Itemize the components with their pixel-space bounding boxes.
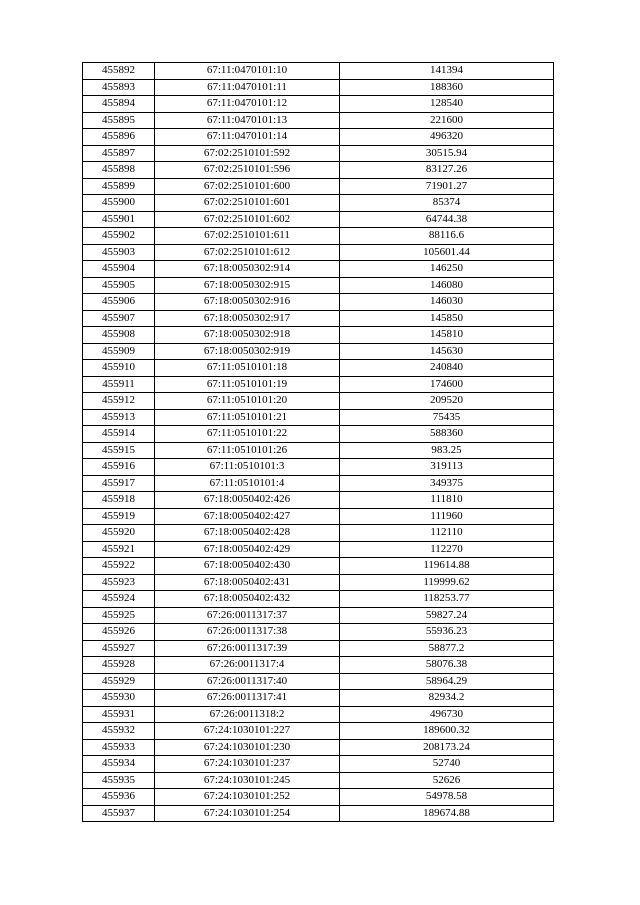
value-cell: 52626 bbox=[340, 772, 554, 789]
cadastral-number-cell: 67:24:1030101:252 bbox=[155, 789, 340, 806]
row-number-cell: 455926 bbox=[83, 624, 155, 641]
value-cell: 88116.6 bbox=[340, 228, 554, 245]
table-row bbox=[83, 79, 554, 96]
row-number-cell: 455905 bbox=[83, 277, 155, 294]
cadastral-number-cell: 67:11:0470101:12 bbox=[155, 96, 340, 113]
table-row bbox=[83, 789, 554, 806]
cadastral-number-cell: 67:02:2510101:601 bbox=[155, 195, 340, 212]
row-number-cell: 455933 bbox=[83, 739, 155, 756]
row-number-cell: 455927 bbox=[83, 640, 155, 657]
data-table bbox=[82, 62, 554, 822]
table-row bbox=[83, 96, 554, 113]
value-cell: 208173.24 bbox=[340, 739, 554, 756]
table-row bbox=[83, 541, 554, 558]
row-number-cell: 455922 bbox=[83, 558, 155, 575]
cadastral-number-cell: 67:02:2510101:592 bbox=[155, 145, 340, 162]
cadastral-number-cell: 67:11:0470101:11 bbox=[155, 79, 340, 96]
value-cell: 188360 bbox=[340, 79, 554, 96]
table-row bbox=[83, 261, 554, 278]
table-row bbox=[83, 657, 554, 674]
table-row bbox=[83, 624, 554, 641]
cadastral-number-cell: 67:18:0050302:917 bbox=[155, 310, 340, 327]
table-row bbox=[83, 492, 554, 509]
cadastral-number-cell: 67:18:0050402:427 bbox=[155, 508, 340, 525]
value-cell: 189674.88 bbox=[340, 805, 554, 822]
value-cell: 105601.44 bbox=[340, 244, 554, 261]
table-row bbox=[83, 327, 554, 344]
value-cell: 75435 bbox=[340, 409, 554, 426]
value-cell: 146250 bbox=[340, 261, 554, 278]
row-number-cell: 455921 bbox=[83, 541, 155, 558]
row-number-cell: 455936 bbox=[83, 789, 155, 806]
table-row bbox=[83, 459, 554, 476]
table-row bbox=[83, 772, 554, 789]
table-row bbox=[83, 162, 554, 179]
value-cell: 221600 bbox=[340, 112, 554, 129]
value-cell: 145630 bbox=[340, 343, 554, 360]
cadastral-number-cell: 67:18:0050302:918 bbox=[155, 327, 340, 344]
cadastral-number-cell: 67:24:1030101:237 bbox=[155, 756, 340, 773]
row-number-cell: 455900 bbox=[83, 195, 155, 212]
row-number-cell: 455911 bbox=[83, 376, 155, 393]
value-cell: 52740 bbox=[340, 756, 554, 773]
value-cell: 59827.24 bbox=[340, 607, 554, 624]
cadastral-number-cell: 67:02:2510101:602 bbox=[155, 211, 340, 228]
value-cell: 112110 bbox=[340, 525, 554, 542]
value-cell: 496730 bbox=[340, 706, 554, 723]
table-row bbox=[83, 607, 554, 624]
cadastral-number-cell: 67:26:0011317:38 bbox=[155, 624, 340, 641]
row-number-cell: 455909 bbox=[83, 343, 155, 360]
cadastral-number-cell: 67:24:1030101:230 bbox=[155, 739, 340, 756]
cadastral-number-cell: 67:02:2510101:600 bbox=[155, 178, 340, 195]
cadastral-number-cell: 67:18:0050302:914 bbox=[155, 261, 340, 278]
value-cell: 240840 bbox=[340, 360, 554, 377]
row-number-cell: 455918 bbox=[83, 492, 155, 509]
table-row bbox=[83, 805, 554, 822]
row-number-cell: 455907 bbox=[83, 310, 155, 327]
table-row bbox=[83, 574, 554, 591]
cadastral-number-cell: 67:18:0050302:915 bbox=[155, 277, 340, 294]
row-number-cell: 455902 bbox=[83, 228, 155, 245]
row-number-cell: 455914 bbox=[83, 426, 155, 443]
cadastral-number-cell: 67:11:0470101:13 bbox=[155, 112, 340, 129]
cadastral-number-cell: 67:26:0011318:2 bbox=[155, 706, 340, 723]
row-number-cell: 455937 bbox=[83, 805, 155, 822]
cadastral-number-cell: 67:24:1030101:227 bbox=[155, 723, 340, 740]
row-number-cell: 455903 bbox=[83, 244, 155, 261]
table-row bbox=[83, 558, 554, 575]
value-cell: 111960 bbox=[340, 508, 554, 525]
row-number-cell: 455923 bbox=[83, 574, 155, 591]
table-row bbox=[83, 475, 554, 492]
value-cell: 189600.32 bbox=[340, 723, 554, 740]
cadastral-number-cell: 67:26:0011317:39 bbox=[155, 640, 340, 657]
table-row bbox=[83, 277, 554, 294]
cadastral-number-cell: 67:18:0050402:430 bbox=[155, 558, 340, 575]
cadastral-number-cell: 67:11:0510101:18 bbox=[155, 360, 340, 377]
table-row bbox=[83, 310, 554, 327]
cadastral-number-cell: 67:11:0470101:10 bbox=[155, 63, 340, 80]
table-row bbox=[83, 756, 554, 773]
value-cell: 349375 bbox=[340, 475, 554, 492]
row-number-cell: 455906 bbox=[83, 294, 155, 311]
row-number-cell: 455894 bbox=[83, 96, 155, 113]
cadastral-number-cell: 67:11:0510101:20 bbox=[155, 393, 340, 410]
table-body bbox=[83, 63, 554, 822]
cadastral-number-cell: 67:11:0510101:3 bbox=[155, 459, 340, 476]
cadastral-number-cell: 67:18:0050402:428 bbox=[155, 525, 340, 542]
row-number-cell: 455920 bbox=[83, 525, 155, 542]
cadastral-number-cell: 67:02:2510101:612 bbox=[155, 244, 340, 261]
row-number-cell: 455930 bbox=[83, 690, 155, 707]
row-number-cell: 455915 bbox=[83, 442, 155, 459]
value-cell: 145810 bbox=[340, 327, 554, 344]
row-number-cell: 455929 bbox=[83, 673, 155, 690]
row-number-cell: 455925 bbox=[83, 607, 155, 624]
row-number-cell: 455901 bbox=[83, 211, 155, 228]
value-cell: 119614.88 bbox=[340, 558, 554, 575]
value-cell: 146030 bbox=[340, 294, 554, 311]
table-row bbox=[83, 178, 554, 195]
row-number-cell: 455924 bbox=[83, 591, 155, 608]
table-row bbox=[83, 508, 554, 525]
row-number-cell: 455916 bbox=[83, 459, 155, 476]
cadastral-number-cell: 67:24:1030101:254 bbox=[155, 805, 340, 822]
table-row bbox=[83, 723, 554, 740]
table-row bbox=[83, 426, 554, 443]
row-number-cell: 455928 bbox=[83, 657, 155, 674]
cadastral-number-cell: 67:11:0510101:21 bbox=[155, 409, 340, 426]
table-row bbox=[83, 739, 554, 756]
cadastral-number-cell: 67:11:0510101:26 bbox=[155, 442, 340, 459]
value-cell: 55936.23 bbox=[340, 624, 554, 641]
row-number-cell: 455932 bbox=[83, 723, 155, 740]
value-cell: 146080 bbox=[340, 277, 554, 294]
row-number-cell: 455908 bbox=[83, 327, 155, 344]
table-row bbox=[83, 112, 554, 129]
table-row bbox=[83, 228, 554, 245]
value-cell: 83127.26 bbox=[340, 162, 554, 179]
row-number-cell: 455904 bbox=[83, 261, 155, 278]
table-row bbox=[83, 640, 554, 657]
cadastral-number-cell: 67:11:0510101:4 bbox=[155, 475, 340, 492]
row-number-cell: 455917 bbox=[83, 475, 155, 492]
value-cell: 112270 bbox=[340, 541, 554, 558]
cadastral-number-cell: 67:18:0050302:916 bbox=[155, 294, 340, 311]
value-cell: 119999.62 bbox=[340, 574, 554, 591]
cadastral-number-cell: 67:26:0011317:40 bbox=[155, 673, 340, 690]
value-cell: 85374 bbox=[340, 195, 554, 212]
value-cell: 118253.77 bbox=[340, 591, 554, 608]
value-cell: 128540 bbox=[340, 96, 554, 113]
cadastral-number-cell: 67:26:0011317:37 bbox=[155, 607, 340, 624]
table-row bbox=[83, 690, 554, 707]
row-number-cell: 455931 bbox=[83, 706, 155, 723]
table-row bbox=[83, 244, 554, 261]
cadastral-number-cell: 67:18:0050302:919 bbox=[155, 343, 340, 360]
value-cell: 82934.2 bbox=[340, 690, 554, 707]
cadastral-number-cell: 67:18:0050402:429 bbox=[155, 541, 340, 558]
table-row bbox=[83, 393, 554, 410]
value-cell: 54978.58 bbox=[340, 789, 554, 806]
cadastral-number-cell: 67:11:0510101:22 bbox=[155, 426, 340, 443]
cadastral-number-cell: 67:11:0470101:14 bbox=[155, 129, 340, 146]
value-cell: 30515.94 bbox=[340, 145, 554, 162]
value-cell: 209520 bbox=[340, 393, 554, 410]
table-row bbox=[83, 129, 554, 146]
table-row bbox=[83, 211, 554, 228]
row-number-cell: 455899 bbox=[83, 178, 155, 195]
table-row bbox=[83, 343, 554, 360]
table-row bbox=[83, 195, 554, 212]
value-cell: 174600 bbox=[340, 376, 554, 393]
table-row bbox=[83, 706, 554, 723]
cadastral-number-cell: 67:18:0050402:432 bbox=[155, 591, 340, 608]
value-cell: 319113 bbox=[340, 459, 554, 476]
value-cell: 58964.29 bbox=[340, 673, 554, 690]
value-cell: 71901.27 bbox=[340, 178, 554, 195]
cadastral-number-cell: 67:02:2510101:596 bbox=[155, 162, 340, 179]
cadastral-number-cell: 67:11:0510101:19 bbox=[155, 376, 340, 393]
table-row bbox=[83, 673, 554, 690]
table-row bbox=[83, 376, 554, 393]
table-row bbox=[83, 63, 554, 80]
row-number-cell: 455893 bbox=[83, 79, 155, 96]
row-number-cell: 455895 bbox=[83, 112, 155, 129]
table-row bbox=[83, 145, 554, 162]
table-row bbox=[83, 442, 554, 459]
value-cell: 983.25 bbox=[340, 442, 554, 459]
row-number-cell: 455934 bbox=[83, 756, 155, 773]
row-number-cell: 455912 bbox=[83, 393, 155, 410]
row-number-cell: 455896 bbox=[83, 129, 155, 146]
row-number-cell: 455898 bbox=[83, 162, 155, 179]
table-row bbox=[83, 591, 554, 608]
cadastral-number-cell: 67:18:0050402:426 bbox=[155, 492, 340, 509]
row-number-cell: 455919 bbox=[83, 508, 155, 525]
row-number-cell: 455897 bbox=[83, 145, 155, 162]
table-row bbox=[83, 409, 554, 426]
row-number-cell: 455910 bbox=[83, 360, 155, 377]
row-number-cell: 455892 bbox=[83, 63, 155, 80]
value-cell: 58877.2 bbox=[340, 640, 554, 657]
value-cell: 588360 bbox=[340, 426, 554, 443]
value-cell: 141394 bbox=[340, 63, 554, 80]
table-row bbox=[83, 360, 554, 377]
table-row bbox=[83, 525, 554, 542]
value-cell: 145850 bbox=[340, 310, 554, 327]
cadastral-number-cell: 67:18:0050402:431 bbox=[155, 574, 340, 591]
cadastral-number-cell: 67:26:0011317:41 bbox=[155, 690, 340, 707]
cadastral-number-cell: 67:24:1030101:245 bbox=[155, 772, 340, 789]
value-cell: 58076.38 bbox=[340, 657, 554, 674]
cadastral-number-cell: 67:26:0011317:4 bbox=[155, 657, 340, 674]
value-cell: 111810 bbox=[340, 492, 554, 509]
table-row bbox=[83, 294, 554, 311]
value-cell: 496320 bbox=[340, 129, 554, 146]
cadastral-number-cell: 67:02:2510101:611 bbox=[155, 228, 340, 245]
row-number-cell: 455935 bbox=[83, 772, 155, 789]
row-number-cell: 455913 bbox=[83, 409, 155, 426]
value-cell: 64744.38 bbox=[340, 211, 554, 228]
